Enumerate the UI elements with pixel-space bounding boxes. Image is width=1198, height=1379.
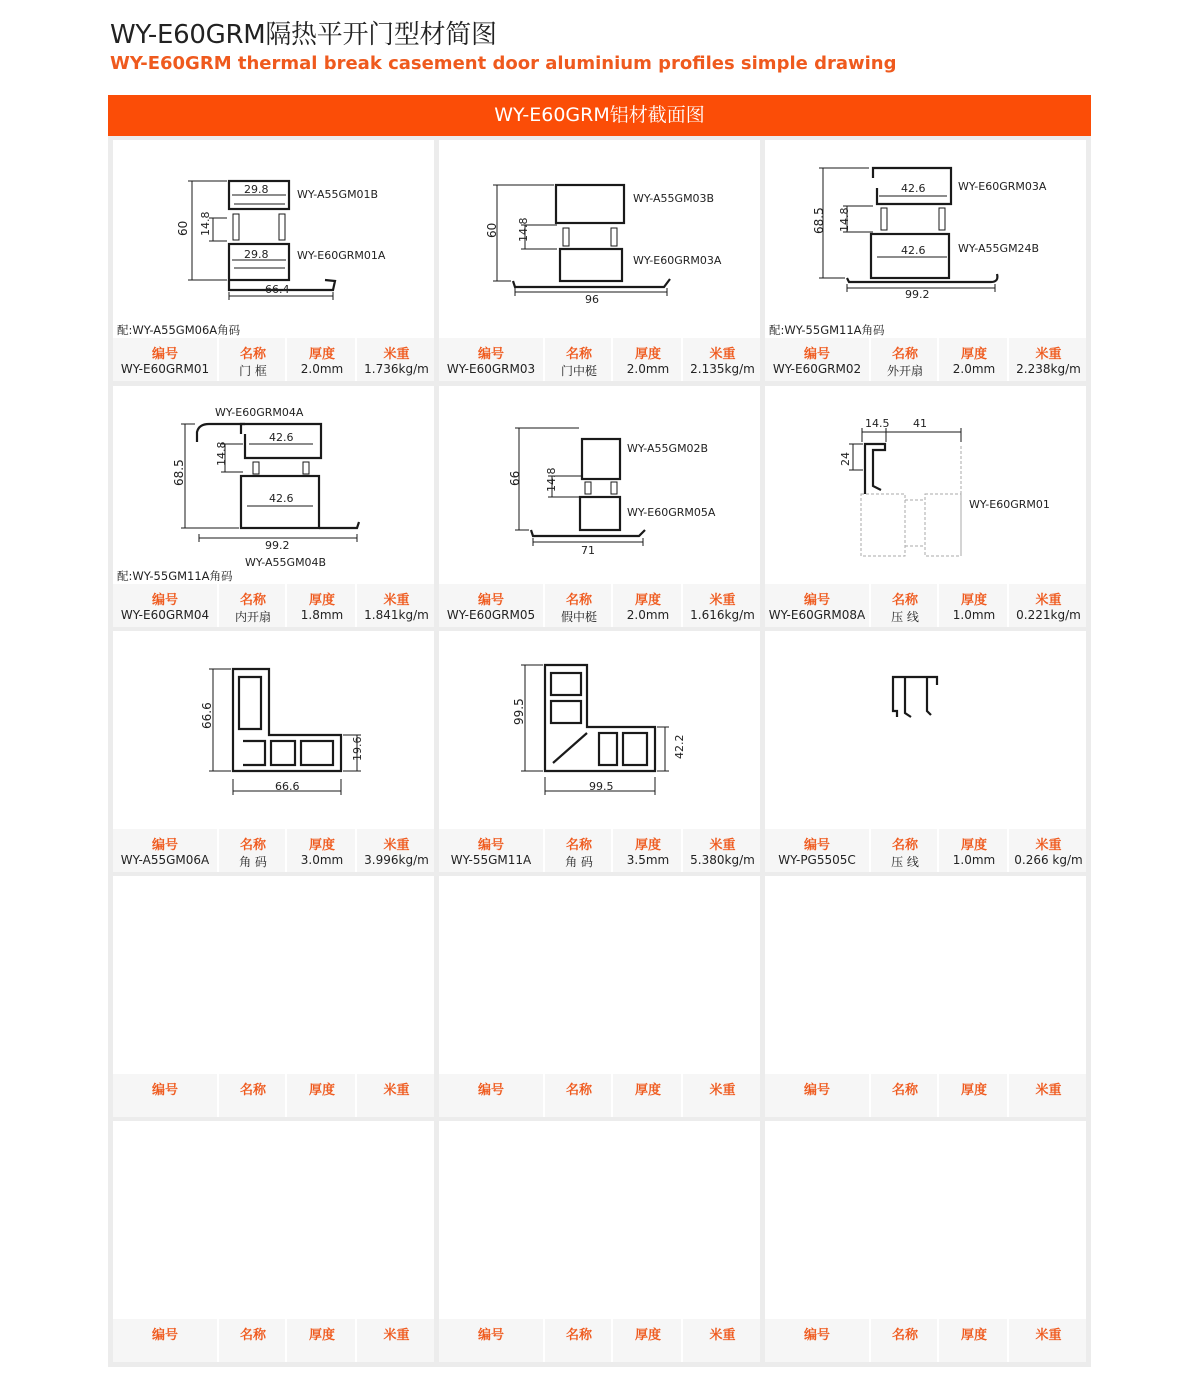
thickness-value: 1.0mm	[952, 608, 996, 622]
code-value: WY-A55GM06A	[120, 853, 210, 867]
profile-cell	[113, 631, 434, 872]
profile-drawing	[113, 140, 434, 338]
code-value: WY-E60GRM04	[120, 608, 210, 622]
dim-label: 14.8	[838, 207, 851, 232]
weight-value: 1.616kg/m	[690, 608, 755, 622]
weight-value: 0.266 kg/m	[1014, 853, 1083, 867]
weight-value: 0.221kg/m	[1016, 608, 1081, 622]
name-header: 名称	[565, 347, 592, 362]
thickness-header: 厚度	[308, 838, 335, 853]
thickness-header: 厚度	[960, 593, 987, 608]
dim-label: 24	[839, 452, 852, 466]
thickness-header: 厚度	[960, 838, 987, 853]
profile-sheet	[108, 95, 1091, 1367]
part-label: WY-A55GM02B	[627, 442, 709, 455]
code-header: 编号	[151, 347, 178, 362]
code-header: 编号	[477, 1083, 504, 1098]
code-header: 编号	[803, 838, 830, 853]
thickness-header: 厚度	[960, 1328, 987, 1343]
code-header: 编号	[151, 1083, 178, 1098]
spec-row	[439, 829, 760, 872]
thickness-header: 厚度	[634, 838, 661, 853]
weight-header: 米重	[709, 1328, 736, 1343]
name-header: 名称	[565, 593, 592, 608]
code-header: 编号	[803, 593, 830, 608]
name-header: 名称	[239, 347, 266, 362]
weight-value: 1.736kg/m	[364, 362, 429, 376]
name-header: 名称	[891, 593, 918, 608]
part-label: WY-A55GM24B	[958, 242, 1040, 255]
part-label: WY-E60GRM01	[969, 498, 1050, 511]
empty-cell	[765, 1121, 1086, 1362]
thickness-value: 3.0mm	[300, 853, 344, 867]
spec-row	[765, 1074, 1086, 1117]
corner-note: 配:WY-55GM11A角码	[117, 569, 233, 583]
profile-drawing	[113, 631, 434, 829]
dim-label: 60	[485, 222, 499, 238]
code-value: WY-E60GRM02	[772, 362, 862, 376]
dim-label: 42.6	[269, 431, 294, 444]
page-title: WY-E60GRM隔热平开门型材简图	[110, 20, 497, 50]
code-header: 编号	[477, 347, 504, 362]
dim-label: 42.6	[901, 244, 926, 257]
part-label: WY-E60GRM05A	[627, 506, 716, 519]
profile-drawing	[113, 386, 434, 584]
dim-label: 99.2	[265, 539, 290, 552]
spec-row	[113, 829, 434, 872]
part-label: WY-A55GM03B	[633, 192, 715, 205]
weight-header: 米重	[383, 347, 410, 362]
weight-header: 米重	[709, 1083, 736, 1098]
thickness-value: 2.0mm	[626, 362, 670, 376]
thickness-header: 厚度	[634, 347, 661, 362]
name-value: 压 线	[891, 610, 919, 624]
profile-cell	[765, 386, 1086, 627]
thickness-value: 1.8mm	[300, 608, 344, 622]
thickness-header: 厚度	[308, 347, 335, 362]
code-value: WY-E60GRM03	[446, 362, 536, 376]
thickness-value: 2.0mm	[300, 362, 344, 376]
weight-header: 米重	[1035, 1083, 1062, 1098]
weight-header: 米重	[1035, 347, 1062, 362]
dim-label: 14.5	[865, 417, 890, 430]
dim-label: 14.8	[199, 211, 212, 236]
name-value: 门中梃	[560, 364, 597, 378]
weight-header: 米重	[1035, 838, 1062, 853]
profile-cell	[439, 140, 760, 381]
profile-cell	[765, 631, 1086, 872]
code-header: 编号	[151, 1328, 178, 1343]
profile-cell	[113, 386, 434, 627]
thickness-header: 厚度	[634, 1328, 661, 1343]
code-header: 编号	[151, 838, 178, 853]
thickness-value: 1.0mm	[952, 853, 996, 867]
profile-cell	[439, 631, 760, 872]
code-header: 编号	[803, 1083, 830, 1098]
name-header: 名称	[239, 1083, 266, 1098]
spec-row	[765, 829, 1086, 872]
profile-drawing	[765, 386, 1086, 584]
code-header: 编号	[803, 1328, 830, 1343]
weight-header: 米重	[383, 1328, 410, 1343]
code-value: WY-PG5505C	[778, 853, 856, 867]
spec-row	[439, 338, 760, 381]
empty-cell	[113, 876, 434, 1117]
dim-label: 99.5	[512, 698, 526, 725]
profile-cell	[439, 386, 760, 627]
spec-row	[113, 584, 434, 627]
thickness-header: 厚度	[960, 1083, 987, 1098]
spec-row	[765, 584, 1086, 627]
page-subtitle: WY-E60GRM thermal break casement door aluminium profiles simple drawing	[110, 53, 897, 74]
code-header: 编号	[477, 1328, 504, 1343]
thickness-header: 厚度	[960, 347, 987, 362]
spec-row	[765, 338, 1086, 381]
part-label: WY-E60GRM01A	[297, 249, 386, 262]
corner-note: 配:WY-A55GM06A角码	[117, 323, 241, 337]
name-value: 门 框	[239, 364, 267, 378]
name-header: 名称	[239, 1328, 266, 1343]
weight-value: 1.841kg/m	[364, 608, 429, 622]
code-header: 编号	[803, 347, 830, 362]
empty-cell	[439, 1121, 760, 1362]
name-value: 角 码	[239, 855, 267, 869]
thickness-value: 3.5mm	[626, 853, 670, 867]
weight-header: 米重	[383, 593, 410, 608]
part-label: WY-E60GRM03A	[958, 180, 1047, 193]
dim-label: 66.4	[265, 283, 290, 296]
code-value: WY-E60GRM08A	[768, 608, 866, 622]
weight-header: 米重	[709, 593, 736, 608]
code-value: WY-E60GRM01	[120, 362, 210, 376]
name-header: 名称	[239, 838, 266, 853]
section-banner: WY-E60GRM铝材截面图	[108, 95, 1091, 136]
name-value: 压 线	[891, 855, 919, 869]
spec-row	[439, 584, 760, 627]
code-value: WY-55GM11A	[450, 853, 532, 867]
thickness-header: 厚度	[308, 1083, 335, 1098]
name-header: 名称	[565, 1083, 592, 1098]
thickness-header: 厚度	[308, 1328, 335, 1343]
name-header: 名称	[565, 1328, 592, 1343]
dim-label: 68.5	[812, 207, 826, 234]
weight-header: 米重	[709, 347, 736, 362]
weight-value: 2.238kg/m	[1016, 362, 1081, 376]
thickness-value: 2.0mm	[626, 608, 670, 622]
spec-row	[439, 1074, 760, 1117]
profile-drawing	[765, 140, 1086, 338]
part-label: WY-E60GRM04A	[215, 406, 304, 419]
name-header: 名称	[239, 593, 266, 608]
empty-cell	[439, 876, 760, 1117]
empty-cell	[113, 1121, 434, 1362]
name-value: 角 码	[565, 855, 593, 869]
dim-label: 42.6	[901, 182, 926, 195]
thickness-header: 厚度	[308, 593, 335, 608]
dim-label: 68.5	[172, 459, 186, 486]
dim-label: 99.2	[905, 288, 930, 301]
dim-label: 66	[508, 470, 522, 486]
name-value: 外开扇	[886, 364, 923, 378]
dim-label: 60	[176, 220, 190, 236]
dim-label: 14.8	[517, 217, 530, 242]
name-value: 假中梃	[560, 610, 597, 624]
part-label: WY-A55GM04B	[245, 556, 327, 569]
dim-label: 14.8	[545, 467, 558, 492]
profile-drawing	[439, 140, 760, 338]
code-header: 编号	[151, 593, 178, 608]
profile-cell	[113, 140, 434, 381]
name-header: 名称	[565, 838, 592, 853]
name-header: 名称	[891, 1083, 918, 1098]
dim-label: 29.8	[244, 248, 269, 261]
code-value: WY-E60GRM05	[446, 608, 536, 622]
weight-header: 米重	[383, 1083, 410, 1098]
code-header: 编号	[477, 838, 504, 853]
corner-note: 配:WY-55GM11A角码	[769, 323, 885, 337]
weight-value: 2.135kg/m	[690, 362, 755, 376]
dim-label: 14.8	[215, 441, 228, 466]
name-value: 内开扇	[234, 610, 271, 624]
dim-label: 29.8	[244, 183, 269, 196]
name-header: 名称	[891, 1328, 918, 1343]
profile-cell	[765, 140, 1086, 381]
thickness-header: 厚度	[634, 1083, 661, 1098]
dim-label: 41	[913, 417, 927, 430]
dim-label: 66.6	[200, 702, 214, 729]
weight-header: 米重	[383, 838, 410, 853]
part-label: WY-E60GRM03A	[633, 254, 722, 267]
spec-row	[113, 1074, 434, 1117]
dim-label: 99.5	[589, 780, 614, 793]
dim-label: 71	[581, 544, 595, 557]
spec-row	[765, 1319, 1086, 1362]
weight-value: 5.380kg/m	[690, 853, 755, 867]
weight-header: 米重	[709, 838, 736, 853]
dim-label: 96	[585, 293, 599, 306]
dim-label: 66.6	[275, 780, 300, 793]
spec-row	[439, 1319, 760, 1362]
spec-row	[113, 1319, 434, 1362]
weight-header: 米重	[1035, 593, 1062, 608]
name-header: 名称	[891, 347, 918, 362]
profile-drawing	[439, 631, 760, 829]
part-label: WY-A55GM01B	[297, 188, 379, 201]
weight-value: 3.996kg/m	[364, 853, 429, 867]
dim-label: 42.2	[673, 734, 686, 759]
name-header: 名称	[891, 838, 918, 853]
profile-drawing	[765, 631, 1086, 829]
dim-label: 42.6	[269, 492, 294, 505]
code-header: 编号	[477, 593, 504, 608]
thickness-value: 2.0mm	[952, 362, 996, 376]
spec-row	[113, 338, 434, 381]
dim-label: 19.6	[351, 736, 364, 761]
profile-drawing	[439, 386, 760, 584]
empty-cell	[765, 876, 1086, 1117]
thickness-header: 厚度	[634, 593, 661, 608]
weight-header: 米重	[1035, 1328, 1062, 1343]
